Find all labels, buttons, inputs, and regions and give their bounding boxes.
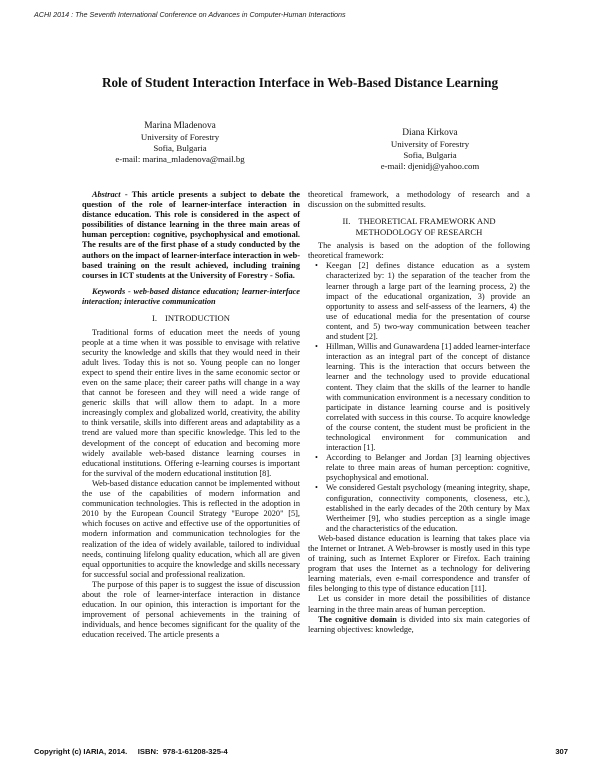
author-name: Diana Kirkova <box>402 128 458 138</box>
framework-intro: The analysis is based on the adoption of the following theoretical framework: <box>308 241 530 261</box>
author-location: Sofia, Bulgaria <box>153 143 207 153</box>
framework-paragraph-2: Let us consider in more detail the possibilities of distance learning in the three main areas of human perception. <box>308 594 530 614</box>
author-block-2 <box>330 128 530 172</box>
section-number: I. <box>152 313 158 324</box>
continued-paragraph: theoretical framework, a methodology of research and a discussion on the submitted results. <box>308 190 530 210</box>
list-item: • Keegan [2] defines distance education as a system characterized by: 1) the separation of the teacher from the learner through a large part of the learning process, 2) the impact of the educational organization, 3) provide an opportunity to assess and self-assess of the learners, 4) the use of educational media for the presentation of course content, and 5) two-way communication between teacher and student [2]. <box>326 261 530 342</box>
abstract <box>82 190 300 281</box>
section-heading-framework <box>308 216 530 237</box>
author-email: e-mail: djenidj@yahoo.com <box>380 161 480 171</box>
left-column <box>82 190 300 640</box>
copyright-notice: Copyright (c) IARIA, 2014. ISBN: 978-1-61208-325-4 <box>34 747 228 756</box>
right-column <box>308 190 530 635</box>
list-item: • Hillman, Willis and Gunawardena [1] added learner-interface interaction as an integral part of the concept of distance learning. This is the interaction that occurs between the learner and the technology used to provide educational content. They claim that the skills of the learner to handle with communication environment is a necessary condition to participate in distance learning course and is positively correlated with success in this course. To acquire knowledge of the course content, the student must be proficient in the technological environment for communication and interaction [1]. <box>326 342 530 453</box>
section-number: II. <box>342 216 351 227</box>
section-title: INTRODUCTION <box>165 313 230 324</box>
page-footer <box>34 747 568 756</box>
paper-title: Role of Student Interaction Interface in Web-Based Distance Learning <box>101 75 499 90</box>
abstract-text: - This article presents a subject to debate the question of the role of learner-interface interaction in distance education. This role is considered in the aspect of possibilities of distance learning in the three main areas of human perception: cognitive, psychophysical and emotional. The results are of the first phase of a study conducted by the authors on the impact of learner-interface interaction in web-based training on the result achieved, including training courses in ICT students at the University of Forestry - Sofia. <box>82 190 300 280</box>
section-title-line-2: METHODOLOGY OF RESEARCH <box>355 226 483 237</box>
cognitive-domain-term: The cognitive domain <box>318 614 397 624</box>
author-affiliation: University of Forestry <box>390 139 470 149</box>
intro-paragraph-3: The purpose of this paper is to suggest the issue of discussion about the role of learner-interface interaction in distance education. In our opinion, this interaction is important for the improvement of personal achievements in the training of individuals, and hence becomes significant for the quality of the education received. The article presents a <box>82 579 300 640</box>
author-name: Marina Mladenova <box>144 121 216 131</box>
intro-paragraph-1: Traditional forms of education meet the needs of young people at a time when it was possible to envisage with relative security the knowledge and skills that they would need in their adult lives. Today this is not so. Young people can no longer expect to spend their entire lives in the same economic sector or even on the same place; their career paths will change in a way that cannot be foreseen and they will need a wide range of generic skills that will allow them to adapt. In a more increasingly complex and globalized world, creativity, the ability to think versatile, skills into different areas and adaptability as a trend are valued more than specific knowledge. This led to the development of the concept of education and becoming more widely available web-based distance learning courses in educational institutions. Offering e-learning courses is important for the survival of the modern educational institution [8]. <box>82 327 300 478</box>
list-item: • According to Belanger and Jordan [3] learning objectives relate to three main areas of human perception: cognitive, psychophysical and emotional. <box>326 453 530 483</box>
cognitive-domain-paragraph <box>308 615 530 635</box>
section-title-line-1: THEORETICAL FRAMEWORK AND <box>358 216 496 227</box>
framework-paragraph-1: Web-based distance education is learning that takes place via the Internet or Intranet. A Web-browser is mostly used in this type of training, such as Internet Explorer or Firefox. Each training program that uses the Internet as a technology for delivering learning materials, even e-mail correspondence and transfer of files belonging to this type of distance education [11]. <box>308 533 530 594</box>
abstract-label: Abstract <box>92 190 121 199</box>
author-email: e-mail: marina_mladenova@mail.bg <box>115 154 245 164</box>
cognitive-domain-text: is divided into six main categories of learning objectives: knowledge, <box>308 614 530 634</box>
framework-bullet-list <box>308 261 530 534</box>
author-location: Sofia, Bulgaria <box>403 150 457 160</box>
intro-paragraph-2: Web-based distance education cannot be implemented without the use of the capabilities of modern information and communication technologies. This is reflected in the adoption in 2010 by the European Council Strategy "Europe 2020" [5], which focuses on active and effective use of the opportunities of modern information and communication technologies for the realization of the idea of widely available, tailored to individual needs, continuing lifelong quality education, which all are given equal opportunities to acquire the knowledge and skills necessary for successful social and professional realization. <box>82 478 300 579</box>
page-number: 307 <box>555 747 568 756</box>
list-item: • We considered Gestalt psychology (meaning integrity, shape, configuration, connectivity components, closeness, etc.), established in the early decades of the 20th century by Max Wertheimer [9], who studies perception as a single image and the characteristics of the education. <box>326 483 530 533</box>
author-affiliation: University of Forestry <box>140 132 220 142</box>
section-heading-introduction <box>82 313 300 324</box>
author-block-1 <box>80 121 280 165</box>
running-header: ACHI 2014 : The Seventh International Conference on Advances in Computer-Human Interactions <box>34 10 346 19</box>
keywords: Keywords - web-based distance education; learner-interface interaction; interactive communication <box>82 286 300 306</box>
